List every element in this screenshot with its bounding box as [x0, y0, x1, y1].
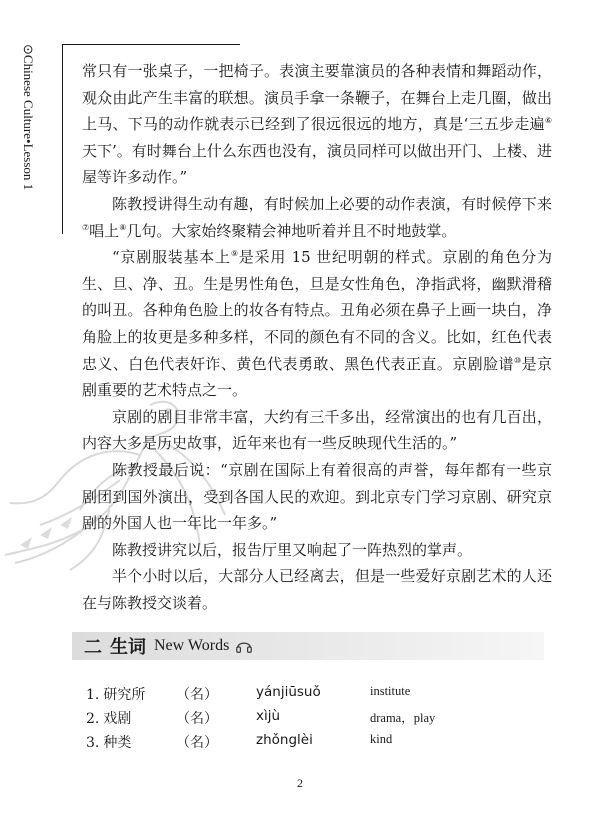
running-title-svg	[10, 40, 52, 230]
paragraph	[82, 537, 552, 564]
vocab-row	[86, 684, 546, 708]
vocab-word	[86, 708, 131, 728]
vocab-pinyin: zhǒnglèi	[256, 732, 313, 748]
paragraph-text: 京剧的剧目非常丰富，大约有三千多出，经常演出的也有几百出，内容大多是历史故事，近年来也有一些反映现代生活的。”	[82, 407, 552, 453]
section-title: 生词	[110, 637, 146, 658]
vocabulary-list	[86, 684, 546, 756]
vocab-pinyin: xìjù	[256, 708, 281, 724]
vocab-hanzi: 戏剧	[103, 711, 132, 727]
vocab-word	[86, 732, 131, 752]
paragraph-text: 半个小时以后，大部分人已经离去，但是一些爱好京剧艺术的人还在与陈教授交谈着。	[82, 567, 552, 612]
vocab-number: 1.	[86, 687, 100, 703]
vocab-part-of-speech: （名）	[176, 735, 218, 751]
vocab-part-of-speech: （名）	[176, 687, 218, 703]
paragraph-text: 常只有一张桌子，一把椅子。表演主要靠演员的各种表情和舞蹈动作，观众由此产生丰富的联想。演员手拿一条鞭子，在舞台上走几圈，做出上马、下马的动作就表示已经到了很远很远的地方，真是‘三五步走遍	[82, 62, 552, 134]
vocab-part-of-speech: （名）	[176, 711, 218, 727]
running-title-text: ⊙Chinese Culture•Lesson 1	[21, 44, 36, 191]
section-title-english: New Words	[154, 637, 230, 654]
vocab-english: kind	[370, 732, 393, 746]
paragraph	[82, 58, 552, 191]
section-heading	[72, 632, 544, 660]
footnote-marker: ⑩	[513, 355, 522, 365]
vocab-hanzi: 研究所	[103, 687, 146, 703]
vocab-row	[86, 732, 546, 756]
vocab-number: 2.	[86, 711, 100, 727]
footnote-marker: ⑧	[119, 222, 127, 232]
vocab-number: 3.	[86, 735, 100, 751]
paragraph	[82, 563, 552, 616]
paragraph	[82, 191, 552, 244]
footnote-marker: ⑦	[82, 222, 90, 232]
frame-vertical-rule	[62, 44, 63, 234]
frame-top-rule	[62, 44, 240, 45]
lesson-text	[82, 58, 552, 616]
paragraph-text: 陈教授讲究以后，报告厅里又响起了一阵热烈的掌声。	[112, 540, 473, 559]
paragraph-text: 唱上	[89, 221, 120, 240]
vocab-hanzi: 种类	[103, 735, 132, 751]
vocab-word	[86, 684, 145, 704]
vocab-pinyin: yánjiūsuǒ	[256, 684, 321, 700]
vocab-english: drama，play	[370, 711, 436, 725]
page-number: 2	[297, 776, 303, 790]
paragraph	[82, 404, 552, 457]
paragraph-text: “京剧服装基本上	[112, 248, 231, 267]
vocab-english: institute	[370, 684, 411, 698]
paragraph-text: 几句。大家始终聚精会神地听着并且不时地鼓掌。	[126, 221, 457, 240]
headphone-icon[interactable]	[235, 637, 253, 655]
paragraph-text: 陈教授讲得生动有趣，有时候加上必要的动作表演，有时候停下来	[112, 194, 552, 213]
running-title	[10, 40, 52, 230]
paragraph-text: 天下’。有时舞台上什么东西也没有，演员同样可以做出开门、上楼、进屋等许多动作。”	[82, 141, 552, 187]
footnote-marker: ⑥	[544, 116, 552, 126]
paragraph-text: 陈教授最后说：“京剧在国际上有着很高的声誉，每年都有一些京剧团到国外演出，受到各国人民的欢迎。到北京专门学习京剧、研究京剧的外国人也一年比一年多。”	[82, 460, 552, 533]
paragraph	[82, 457, 552, 537]
footnote-marker: ⑨	[230, 249, 239, 259]
vocab-row	[86, 708, 546, 732]
section-number: 二	[84, 637, 102, 658]
paragraph-text: 是京剧重要的艺术特点之一。	[82, 354, 552, 400]
paragraph	[82, 244, 552, 404]
paragraph-text: 是采用 15 世纪明朝的样式。京剧的角色分为生、旦、净、丑。生是男性角色，旦是女性角色，净指武将，幽默滑稽的叫丑。各种角色脸上的妆各有特点。丑角必须在鼻子上画一块白，净角脸上的妆更是多种多样，不同的颜色有不同的含义。比如，红色代表忠义、白色代表奸诈、黄色代表勇敢、黑色代表正直。京剧脸谱	[82, 248, 553, 373]
